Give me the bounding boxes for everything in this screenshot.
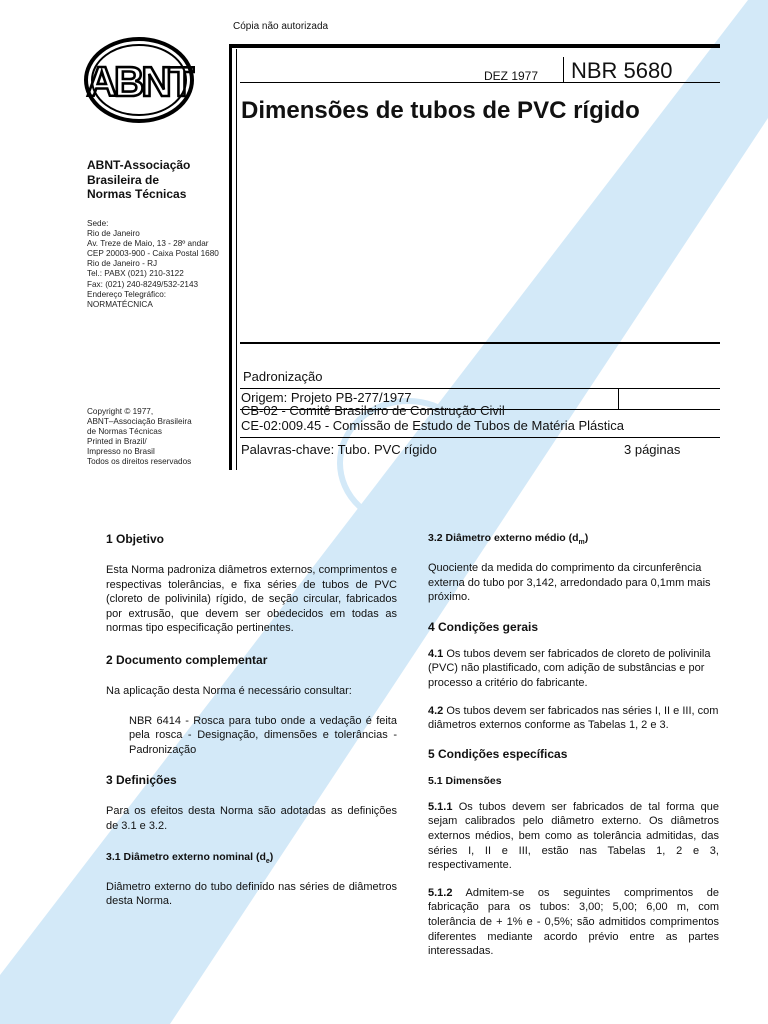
address-line: Endereço Telegráfico: — [87, 289, 167, 299]
section-3-1-title-close: ) — [269, 850, 274, 863]
section-4-2-text — [428, 704, 719, 733]
address-line: Tel.: PABX (021) 210-3122 — [87, 269, 184, 279]
left-column — [106, 532, 397, 909]
doc-date: DEZ 1977 — [484, 69, 539, 83]
section-3-2-title — [428, 532, 719, 546]
section-3-2-text: Quociente da medida do comprimento da circunferência externa do tubo por 3,142, arredondado para 0,1mm mais próximo. — [428, 562, 711, 604]
section-5-1-2-body: Admitem-se os seguintes comprimentos de fabricação para os tubos: 3,00; 5,00; 6,00 m, com tolerância de + 1% e - 0,5%; são admitidos comprimentos diferentes mediante acordo prévio entre as partes interessadas. — [428, 886, 719, 958]
doc-title: Dimensões de tubos de PVC rígido — [241, 97, 640, 124]
right-column — [428, 532, 719, 959]
section-4-2-number: 4.2 — [428, 704, 444, 717]
copyright-line: Printed in Brazil/ — [87, 437, 147, 447]
address-line: Sede: — [87, 219, 109, 228]
section-5-1-1-number: 5.1.1 — [428, 800, 453, 813]
section-3-2-title-text: 3.2 Diâmetro externo médio (d — [428, 532, 579, 544]
section-5-1-1-body: Os tubos devem ser fabricados de tal forma que sejam calibrados pelo diâmetro externo. Os diâmetros externos médios, bem como as tolerância admitidas, das séries I, II e III, estão nas Tabelas 1, 2 e 3, respectivamente. — [428, 800, 719, 872]
section-1-title: 1 Objetivo — [106, 532, 165, 546]
copyright-line: Impresso no Brasil — [87, 447, 155, 457]
section-4-1-number: 4.1 — [428, 647, 444, 660]
doc-origin: Origem: Projeto PB-277/1977 — [241, 390, 412, 405]
frame-left-thin — [236, 49, 237, 470]
org-name-line: ABNT-Associação — [87, 158, 191, 172]
frame-left-thick — [229, 44, 232, 470]
abnt-logo — [83, 37, 195, 123]
doc-code: NBR 5680 — [571, 58, 673, 83]
doc-category: Padronização — [243, 369, 323, 384]
section-3-2-title-close: ) — [584, 532, 589, 544]
section-4-2-body: Os tubos devem ser fabricados nas séries I, II e III, com diâmetros externos conforme as Tabelas 1, 2 e 3. — [428, 704, 719, 732]
section-4-title: 4 Condições gerais — [428, 619, 539, 634]
logo-text: ABNT — [86, 58, 192, 105]
doc-keywords: Palavras-chave: Tubo. PVC rígido — [241, 442, 437, 457]
section-3-2-subscript: m — [578, 539, 585, 547]
section-2-reference: NBR 6414 - Rosca para tubo onde a vedação é feita pela rosca - Designação, dimensões e tolerâncias - Padronização — [129, 714, 397, 756]
doc-commission: CE-02:009.45 - Comissão de Estudo de Tubos de Matéria Plástica — [241, 418, 624, 433]
section-3-1-title — [106, 851, 397, 865]
address-line: NORMATÉCNICA — [87, 299, 153, 309]
frame-top-rule — [229, 44, 720, 48]
origin-rule — [240, 388, 720, 389]
code-divider — [563, 57, 564, 82]
address-line: Rio de Janeiro — [87, 229, 140, 239]
section-3-1-title-text: 3.1 Diâmetro externo nominal (d — [106, 850, 266, 863]
org-name-line: Normas Técnicas — [87, 187, 187, 202]
section-2-title: 2 Documento complementar — [106, 652, 268, 667]
copyright-block — [87, 407, 192, 468]
section-2-text: Na aplicação desta Norma é necessário consultar: — [106, 684, 352, 697]
category-rule — [240, 342, 720, 344]
org-name-line: Brasileira de — [87, 172, 160, 187]
keywords-rule — [240, 437, 720, 438]
section-5-title: 5 Condições específicas — [428, 746, 568, 761]
doc-pages: 3 páginas — [624, 442, 681, 457]
section-3-text: Para os efeitos desta Norma são adotadas as definições de 3.1 e 3.2. — [106, 805, 397, 832]
copy-notice: Cópia não autorizada — [233, 21, 329, 32]
address-line: Fax: (021) 240-8249/532-2143 — [87, 279, 199, 289]
section-3-1-text: Diâmetro externo do tubo definido nas séries de diâmetros desta Norma. — [106, 880, 397, 908]
copyright-line: de Normas Técnicas — [87, 427, 162, 437]
section-3-1-subscript: e — [265, 857, 270, 865]
section-5-1-title: 5.1 Dimensões — [428, 774, 502, 787]
section-4-1-body: Os tubos devem ser fabricados de cloreto de polivinila (PVC) não plastificado, com adição de substâncias e por processo a critério do fabricante. — [428, 647, 711, 690]
address-line: CEP 20003-900 - Caixa Postal 1680 — [87, 249, 219, 259]
address-line: Av. Treze de Maio, 13 - 28º andar — [87, 239, 209, 249]
section-4-1-text — [428, 647, 719, 691]
copyright-line: ABNT–Associação Brasileira — [87, 417, 192, 427]
org-address — [87, 219, 219, 310]
copyright-line: Todos os direitos reservados — [87, 457, 192, 467]
section-5-1-2-number: 5.1.2 — [428, 886, 453, 899]
section-3-title: 3 Definições — [106, 773, 177, 788]
org-name — [87, 158, 190, 202]
doc-committee: CB-02 - Comitê Brasileiro de Construção Civil — [241, 403, 505, 418]
copyright-line: Copyright © 1977, — [87, 407, 154, 416]
section-5-1-2-text — [428, 886, 719, 959]
origin-divider — [618, 388, 619, 409]
section-1-text: Esta Norma padroniza diâmetros externos, comprimentos e respectivas tolerâncias, e fixa séries de tubos de PVC (cloreto de polivinila) rígido, de seção circular, fabricados por extrusão, que devem ser obedecidos em todas as normas tipo especificação pertinentes. — [106, 564, 397, 635]
section-5-1-1-text — [428, 800, 719, 873]
address-line: Rio de Janeiro - RJ — [87, 259, 158, 269]
